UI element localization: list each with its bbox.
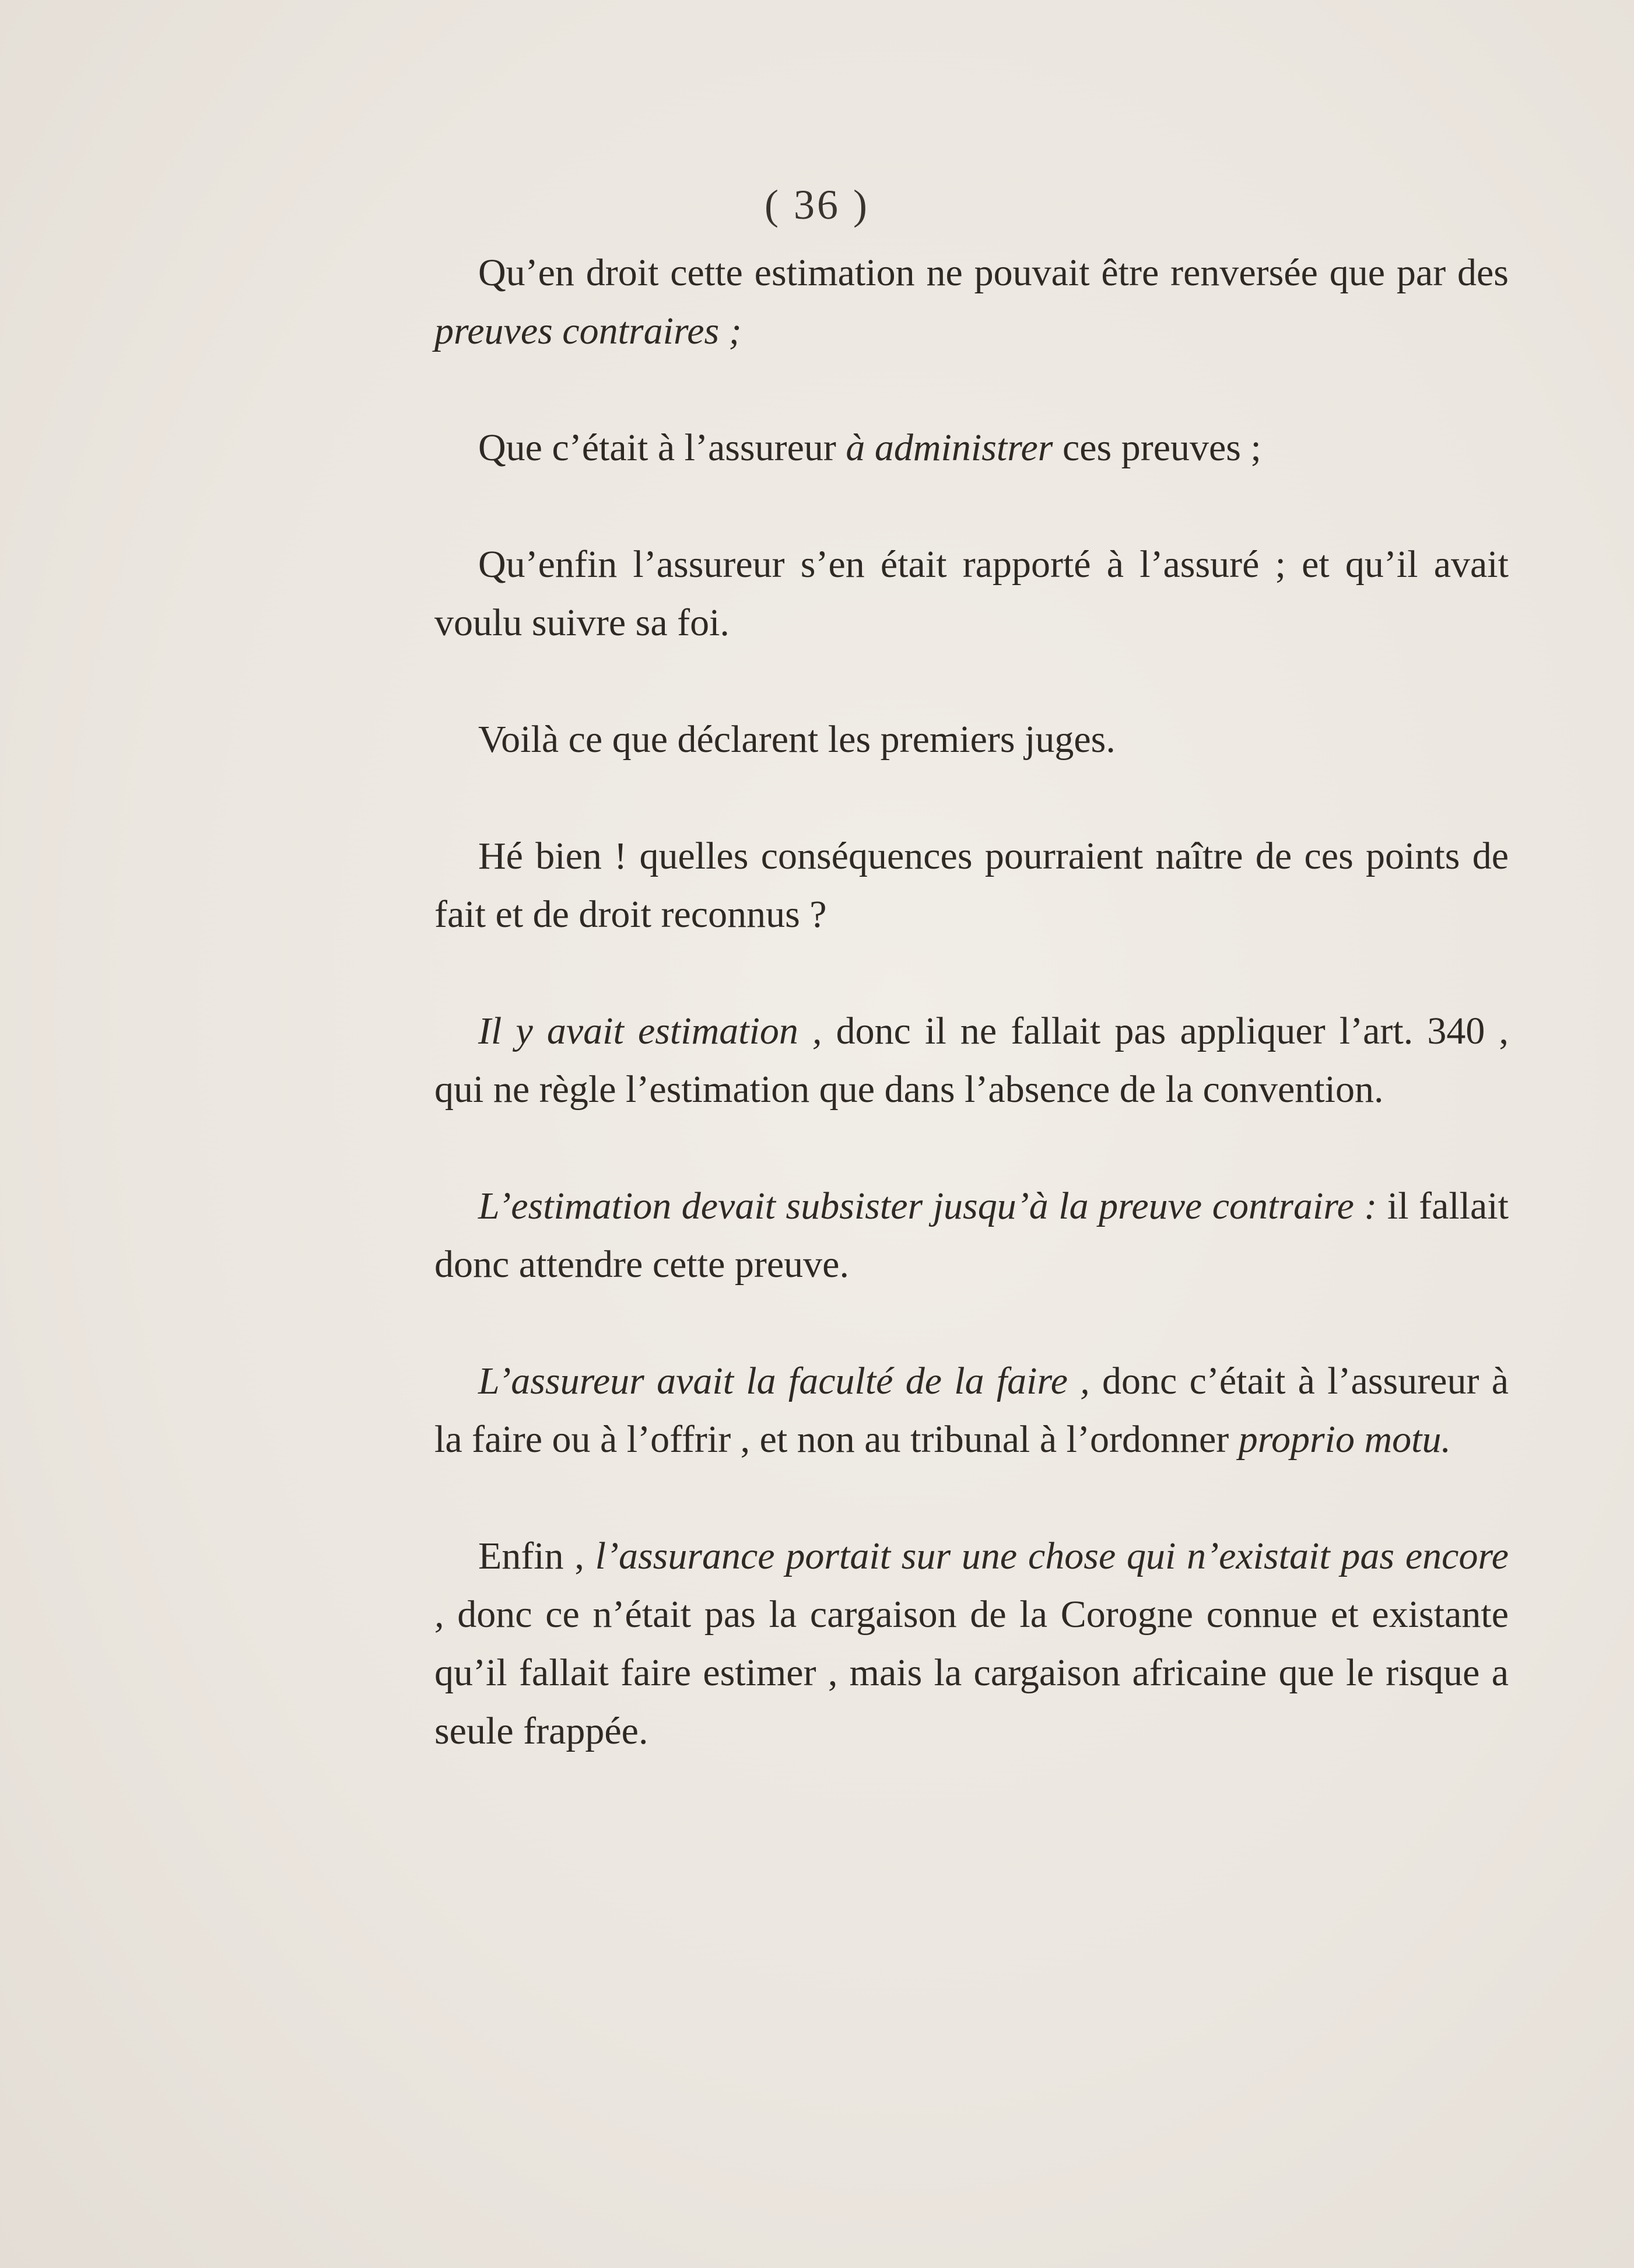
- text-run: Qu’en droit cette estimation ne pouvait être renversée que par des: [478, 251, 1509, 294]
- text-run: donc il ne fallait pas appliquer l’art. 340 , qui ne règle l’estimation que dans l’absence de la convention.: [434, 1010, 1509, 1111]
- paragraph: [434, 536, 1509, 652]
- text-run: Que c’était à l’assureur: [478, 426, 846, 469]
- paragraph: [434, 1527, 1509, 1760]
- italic-text: l’assurance portait sur une chose qui n’existait pas encore ,: [434, 1535, 1509, 1636]
- paragraph: [434, 1002, 1509, 1119]
- text-run: Qu’enfin l’assureur s’en était rapporté à l’assuré ; et qu’il avait voulu suivre sa foi.: [434, 543, 1509, 644]
- page-number: ( 36 ): [765, 181, 869, 228]
- italic-text: Il y avait estimation ,: [478, 1010, 822, 1052]
- paragraph: [434, 1177, 1509, 1294]
- text-run: donc c’était à l’assureur à la faire ou à l’offrir , et non au tribunal à l’ordonner: [434, 1360, 1509, 1461]
- text-run: ces preuves ;: [1053, 426, 1261, 469]
- text-run: Enfin ,: [478, 1535, 595, 1577]
- italic-text: L’estimation devait subsister jusqu’à la preuve contraire :: [478, 1185, 1377, 1227]
- italic-text: L’assureur avait la faculté de la faire ,: [478, 1360, 1090, 1402]
- italic-text: à administrer: [846, 426, 1053, 469]
- text-run: Voilà ce que déclarent les premiers juges.: [478, 718, 1116, 761]
- paragraph: [434, 710, 1509, 769]
- italic-text: preuves contraires ;: [434, 310, 742, 352]
- text-run: donc ce n’était pas la cargaison de la Corogne connue et existante qu’il fallait faire estimer , mais la cargaison africaine que le risque a seule frappée.: [434, 1593, 1509, 1752]
- paragraph: [434, 419, 1509, 477]
- text-run: Hé bien ! quelles conséquences pourraient naître de ces points de fait et de droit reconnus ?: [434, 835, 1509, 936]
- paragraph: [434, 827, 1509, 944]
- italic-text: proprio motu.: [1238, 1418, 1451, 1461]
- paragraph: [434, 244, 1509, 360]
- body-text: [434, 244, 1509, 1760]
- paragraph: [434, 1352, 1509, 1469]
- text-run: il fallait donc attendre cette preuve.: [434, 1185, 1509, 1286]
